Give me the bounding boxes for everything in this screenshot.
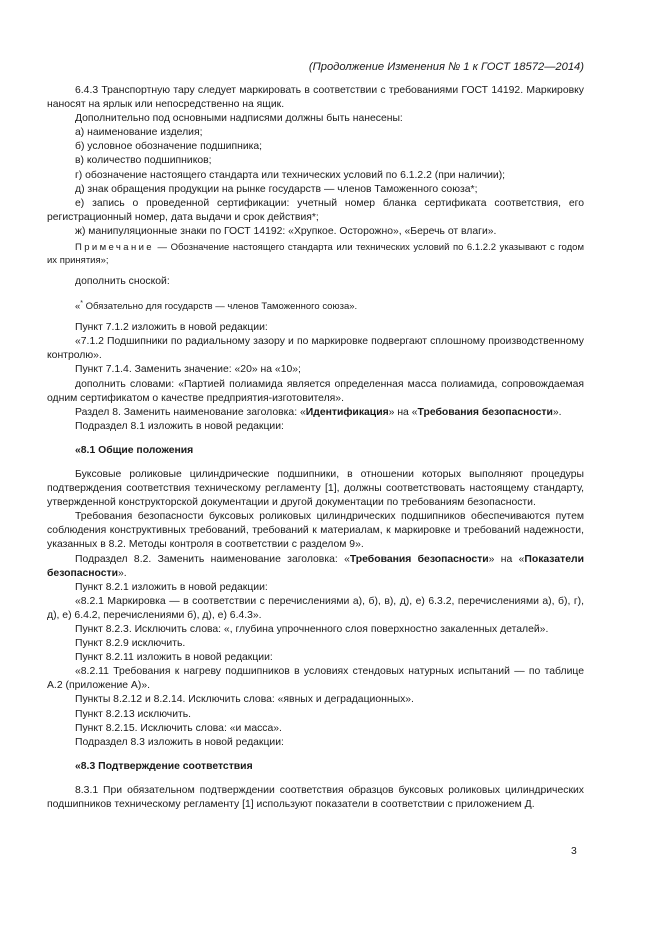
text: Раздел 8. Заменить наименование заголовка: « — [75, 406, 306, 418]
bold-text: Показатели безопасности — [47, 553, 584, 579]
paragraph: Требования безопасности буксовых роликовых цилиндрических подшипников обеспечиваются путем соблюдения конструктивных требований, требований к материалам, к маркировке и требований надежности, указанных в 8.2. Методы контроля в соответствии с разделом 9». — [47, 511, 584, 551]
list-item: д) знак обращения продукции на рынке государств — членов Таможенного союза*; — [75, 183, 478, 195]
paragraph: Пункт 8.2.15. Исключить слова: «и масса». — [75, 722, 282, 734]
bold-text: Требования безопасности — [417, 406, 553, 418]
text: ». — [118, 567, 127, 579]
note-label: Примечание — [75, 242, 154, 254]
list-item: в) количество подшипников; — [75, 155, 212, 167]
footnote-text: Обязательно для государств — членов Таможенного союза». — [83, 301, 358, 313]
paragraph: Пункты 8.2.12 и 8.2.14. Исключить слова: «явных и деградационных». — [75, 694, 414, 706]
bold-text: Требования безопасности — [349, 553, 489, 565]
bold-text: Идентификация — [305, 406, 389, 418]
paragraph: «8.2.1 Маркировка — в соответствии с перечислениями а), б), в), д), е) 6.3.2, перечислениями а), б), г), д), е) 6.4.2, перечислениями б), д), е) 6.4.3». — [47, 595, 584, 621]
note — [47, 241, 584, 267]
paragraph: дополнить словами: «Партией полиамида является определенная масса полиамида, сопровождаемая одним сертификатом о качестве предприятия-изготовителя». — [47, 378, 584, 404]
paragraph: «7.1.2 Подшипники по радиальному зазору и по маркировке подвергают сплошному производственному контролю». — [47, 336, 584, 362]
paragraph: Пункт 8.2.1 изложить в новой редакции: — [75, 581, 268, 593]
footnote-quote: « — [75, 301, 81, 313]
paragraph: Буксовые роликовые цилиндрические подшипники, в отношении которых выполняют процедуры подтверждения соответствия техническому регламенту [1], должны соответствовать настоящему стандарту, утвержденной конструкторской документации и другой документации по требованиям безопасности. — [47, 468, 584, 509]
paragraph: Подраздел 8.1 изложить в новой редакции: — [75, 420, 284, 432]
clause-6-4-3: 6.4.3 Транспортную тару следует маркировать в соответствии с требованиями ГОСТ 14192. Маркировку наносят на ярлык или непосредственно на ящик. — [47, 85, 584, 111]
paragraph: Пункт 8.2.13 исключить. — [75, 708, 192, 720]
running-header: (Продолжение Изменения № 1 к ГОСТ 18572—2014) — [308, 61, 584, 73]
paragraph: Дополнительно под основными надписями должны быть нанесены: — [75, 113, 403, 125]
list-item: а) наименование изделия; — [75, 127, 203, 139]
list-item: е) запись о проведенной сертификации: учетный номер бланка сертификата соответствия, его регистрационный номер, дата выдачи и срок действия*; — [47, 197, 584, 223]
section-8-change — [47, 406, 584, 420]
list-item: б) условное обозначение подшипника; — [75, 141, 263, 153]
paragraph: Пункт 7.1.4. Заменить значение: «20» на «10»; — [75, 364, 301, 376]
note-text: — Обозначение настоящего стандарта или технических условий по 6.1.2.2 указывают с годом их принятия»; — [47, 242, 584, 267]
text: » на « — [488, 553, 525, 565]
text: Подраздел 8.2. Заменить наименование заголовка: « — [75, 553, 350, 565]
paragraph: Пункт 8.2.9 исключить. — [75, 638, 186, 650]
paragraph: «8.2.11 Требования к нагреву подшипников в условиях стендовых натурных испытаний — по таблице А.2 (приложение А)». — [47, 666, 584, 692]
list-item: ж) манипуляционные знаки по ГОСТ 14192: «Хрупкое. Осторожно», «Беречь от влаги». — [75, 225, 497, 237]
paragraph: дополнить сноской: — [75, 276, 170, 288]
page-number: 3 — [571, 846, 577, 857]
paragraph: Пункт 7.1.2 изложить в новой редакции: — [75, 322, 268, 334]
paragraph: 8.3.1 При обязательном подтверждении соответствия образцов буксовых роликовых цилиндрических подшипников техническому регламенту [1] используют показатели в соответствии с приложением Д. — [47, 784, 584, 811]
text: » на « — [388, 406, 418, 418]
paragraph: Пункт 8.2.11 изложить в новой редакции: — [75, 652, 273, 664]
heading-8-1: «8.1 Общие положения — [75, 444, 194, 456]
text: ». — [552, 406, 562, 418]
heading-8-3: «8.3 Подтверждение соответствия — [75, 760, 253, 772]
paragraph: Пункт 8.2.3. Исключить слова: «, глубина упрочненного слоя поверхностно закаленных деталей». — [75, 624, 549, 635]
section-8-2-change — [47, 553, 584, 581]
document-body — [47, 84, 584, 812]
footnote — [47, 297, 584, 313]
list-item: г) обозначение настоящего стандарта или технических условий по 6.1.2.2 (при наличии); — [75, 169, 506, 181]
footnote-marker: * — [80, 300, 84, 308]
paragraph: Подраздел 8.3 изложить в новой редакции: — [75, 736, 284, 748]
